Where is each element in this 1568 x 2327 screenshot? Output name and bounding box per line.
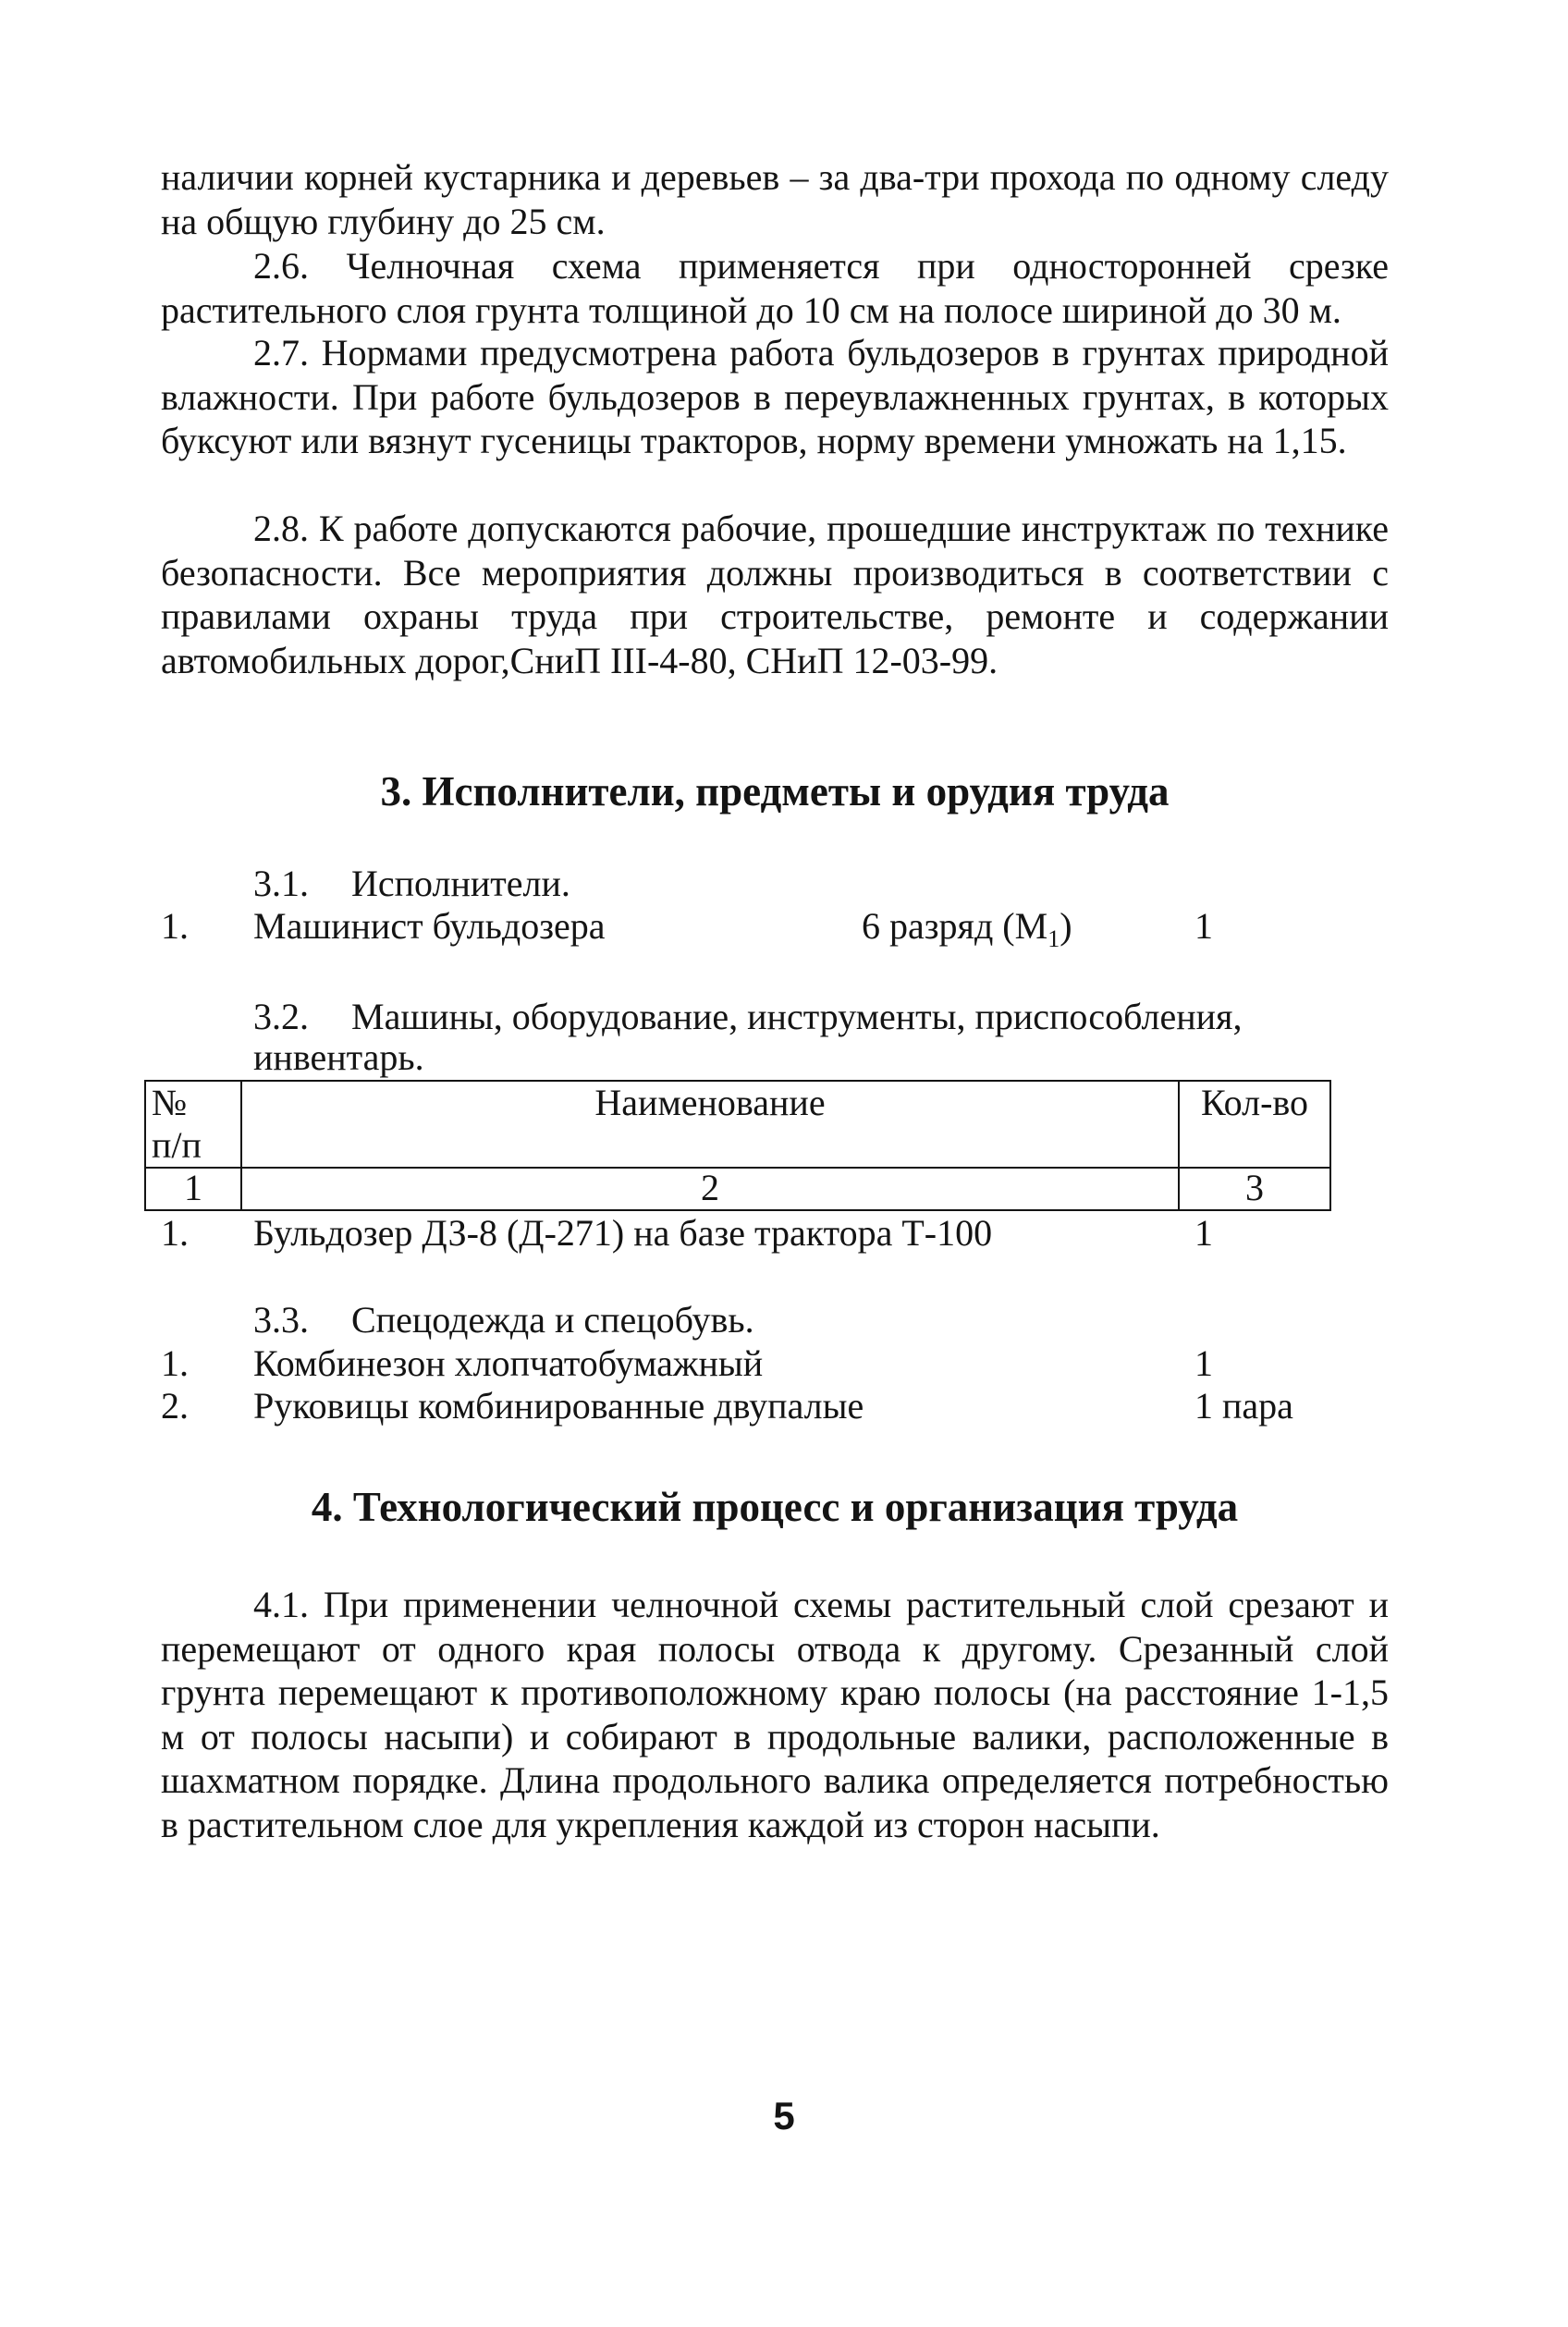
clothing-number: 1. bbox=[161, 1342, 189, 1384]
header-cell-number: № п/п bbox=[145, 1081, 241, 1168]
subsection-3-2-title: Машины, оборудование, инструменты, приспособления, bbox=[351, 996, 1243, 1037]
paragraph-2-7: 2.7. Нормами предусмотрена работа бульдозеров в грунтах природной влажности. При работе бульдозеров в переувлажненных грунтах, в которых буксуют или вязнут гусеницы тракторов, норму времени умножать на 1,15. bbox=[161, 332, 1389, 461]
section-3-heading: 3. Исполнители, предметы и орудия труда bbox=[380, 768, 1170, 814]
machine-number: 1. bbox=[161, 1212, 189, 1254]
performer-name: Машинист бульдозера bbox=[253, 905, 606, 947]
clothing-name: Руковицы комбинированные двупалые bbox=[253, 1385, 864, 1427]
clothing-count: 1 пара bbox=[1194, 1385, 1293, 1427]
clothing-count: 1 bbox=[1194, 1342, 1213, 1384]
machine-count: 1 bbox=[1194, 1212, 1213, 1254]
subsection-3-1-title: Исполнители. bbox=[351, 863, 570, 904]
performer-number: 1. bbox=[161, 905, 189, 947]
index-cell: 3 bbox=[1179, 1168, 1330, 1210]
subsection-3-2-number: 3.2. bbox=[253, 996, 309, 1037]
section-4-heading: 4. Технологический процесс и организация труда bbox=[311, 1484, 1239, 1530]
clothing-name: Комбинезон хлопчатобумажный bbox=[253, 1342, 764, 1384]
subsection-3-1-number: 3.1. bbox=[253, 863, 309, 904]
paragraph-2-6: 2.6. Челночная схема применяется при односторонней срезке растительного слоя грунта толщиной до 10 см на полосе шириной до 30 м. bbox=[161, 245, 1389, 331]
subsection-3-2-title-cont: инвентарь. bbox=[253, 1036, 424, 1078]
paragraph-4-1: 4.1. При применении челночной схемы растительный слой срезают и перемещают от одного края полосы отвода к другому. Срезанный слой грунта перемещают к противоположному краю полосы (на расстояние 1-1,5 м от полосы насыпи) и собирают в продольные валики, расположенные в шахматном порядке. Длина продольного валика определяется потребностью в растительном слое для укрепления каждой из сторон насыпи. bbox=[161, 1584, 1389, 1845]
header-cell-name: Наименование bbox=[241, 1081, 1179, 1168]
clothing-number: 2. bbox=[161, 1385, 189, 1427]
index-cell: 2 bbox=[241, 1168, 1179, 1210]
index-cell: 1 bbox=[145, 1168, 241, 1210]
subsection-3-3-title: Спецодежда и спецобувь. bbox=[351, 1299, 754, 1341]
table-index-row bbox=[145, 1168, 1330, 1210]
paragraph-2-8: 2.8. К работе допускаются рабочие, прошедшие инструктаж по технике безопасности. Все мероприятия должны производиться в соответствии с правилами охраны труда при строительстве, ремонте и содержании автомобильных дорог,СниП III-4-80, СНиП 12-03-99. bbox=[161, 508, 1389, 681]
machine-name: Бульдозер ДЗ-8 (Д-271) на базе трактора Т-100 bbox=[253, 1212, 993, 1254]
performer-grade: 6 разряд $(М_1)$ bbox=[862, 905, 1072, 952]
performer-count: 1 bbox=[1194, 905, 1213, 947]
subsection-3-3-number: 3.3. bbox=[253, 1299, 309, 1341]
table-header-row bbox=[145, 1081, 1330, 1168]
equipment-table bbox=[144, 1080, 1331, 1211]
paragraph-continuation: наличии корней кустарника и деревьев – за два-три прохода по одному следу на общую глубину до 25 см. bbox=[161, 156, 1389, 242]
page-number: 5 bbox=[773, 2094, 795, 2137]
header-cell-qty: Кол-во bbox=[1179, 1081, 1330, 1168]
